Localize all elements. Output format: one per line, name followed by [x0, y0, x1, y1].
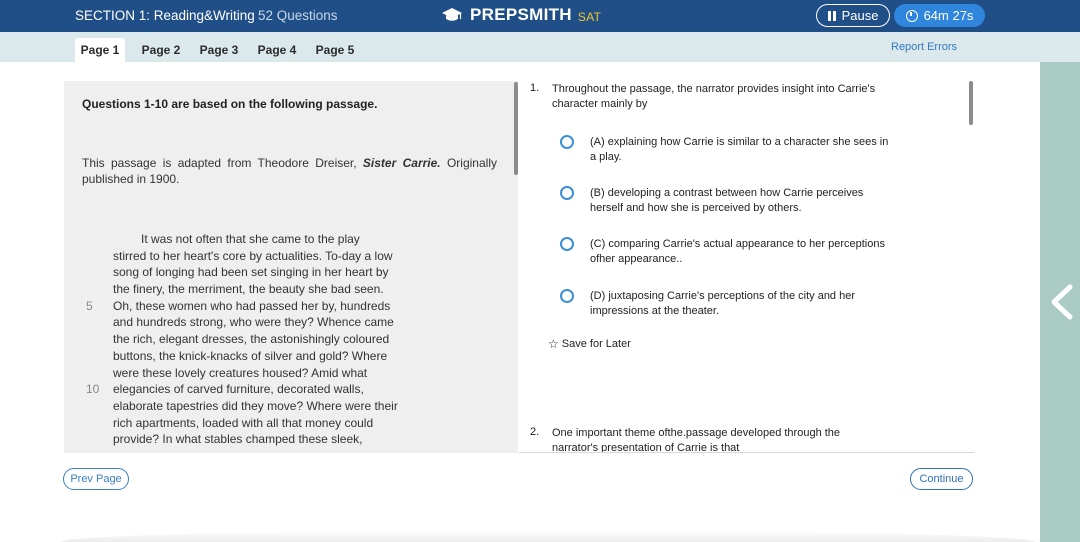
choice-a-radio[interactable]: [560, 135, 574, 149]
side-panel-toggle[interactable]: [1040, 62, 1080, 542]
tab-page-3[interactable]: Page 3: [199, 43, 239, 57]
passage-line: [64, 415, 518, 432]
line-text: rich apartments, loaded with all that money could: [113, 415, 374, 430]
question-scrollbar[interactable]: [969, 81, 973, 125]
choice-a[interactable]: [560, 135, 889, 169]
passage-line: [64, 281, 518, 298]
passage-line: [64, 381, 518, 398]
bottom-shadow: [60, 530, 1035, 542]
tab-page-2[interactable]: Page 2: [141, 43, 181, 57]
graduation-cap-icon: [441, 7, 463, 23]
choice-d-text: (D) juxtaposing Carrie's perceptions of the city and her impressions at the theater.: [590, 290, 856, 317]
choice-c-text: (C) comparing Carrie's actual appearance to her perceptions ofher appearance..: [590, 238, 885, 265]
choice-b-text: (B) developing a contrast between how Carrie perceives herself and how she is perceived by others.: [590, 187, 864, 214]
top-bar: [0, 0, 1080, 32]
prev-page-button[interactable]: Prev Page: [63, 468, 129, 490]
passage-line: [64, 431, 518, 448]
line-text: Oh, these women who had passed her by, hundreds: [113, 298, 391, 313]
line-text: elaborate tapestries did they move? Where were their: [113, 398, 398, 413]
passage-text: [64, 231, 518, 448]
tab-page-1[interactable]: Page 1: [75, 38, 125, 62]
line-number: 10: [86, 382, 100, 397]
line-text: were these lovely creatures housed? Amid what: [113, 365, 368, 380]
choice-c[interactable]: [560, 237, 885, 271]
choice-c-radio[interactable]: [560, 237, 574, 251]
save-for-later-label: Save for Later: [561, 338, 631, 350]
tab-page-5[interactable]: Page 5: [315, 43, 355, 57]
choice-d-radio[interactable]: [560, 289, 574, 303]
passage-line: [64, 314, 518, 331]
line-text: stirred to her heart's core by actualities. To-day a low: [113, 248, 393, 263]
passage-line: [64, 231, 518, 248]
question-2-text: One important theme ofthe.passage developed through the narrator's presentation of Carrie is that: [552, 427, 841, 452]
pause-button[interactable]: [816, 4, 890, 27]
timer-value: 64m 27s: [923, 8, 974, 23]
passage-line: [64, 348, 518, 365]
choice-a-text: (A) explaining how Carrie is similar to a character she sees in a play.: [590, 136, 889, 163]
save-for-later-button[interactable]: [548, 337, 631, 351]
brand-name: PREPSMITH: [470, 5, 572, 24]
pause-label: Pause: [841, 8, 879, 23]
question-1-number: 1.: [530, 82, 540, 94]
line-text: It was not often that she came to the play: [141, 232, 360, 246]
passage-line: [64, 365, 518, 382]
passage-intro: This passage is adapted from Theodore Dreiser, Sister Carrie. Originally published in 1900.: [82, 156, 497, 186]
question-panel[interactable]: [520, 80, 975, 452]
stopwatch-icon: [906, 10, 918, 22]
divider: [519, 452, 974, 453]
passage-line: [64, 331, 518, 348]
passage-line: [64, 298, 518, 315]
question-2-number: 2.: [530, 426, 540, 438]
line-text: song of longing had been set singing in her heart by: [113, 265, 389, 280]
question-count: 52 Questions: [258, 8, 338, 23]
chevron-left-icon: [1046, 282, 1076, 322]
tab-page-4[interactable]: Page 4: [257, 43, 297, 57]
line-text: the rich, elegant dresses, the astonishingly coloured: [113, 332, 390, 347]
passage-line: [64, 248, 518, 265]
question-1-text: Throughout the passage, the narrator provides insight into Carrie's character mainly by: [552, 83, 876, 110]
brand-logo: [441, 5, 601, 25]
line-text: provide? In what stables champed these sleek,: [113, 432, 363, 447]
passage-source-title: Sister Carrie.: [362, 156, 441, 170]
star-outline-icon: ☆: [548, 337, 559, 351]
choice-b-radio[interactable]: [560, 186, 574, 200]
section-title: SECTION 1: Reading&Writing: [75, 8, 255, 23]
line-number: 5: [86, 298, 93, 313]
timer-button[interactable]: [894, 4, 985, 27]
pause-icon: [828, 11, 836, 21]
line-text: the finery, the merriment, the beauty she bad seen.: [113, 282, 384, 297]
choice-d[interactable]: [560, 289, 880, 323]
page-tabs: [0, 32, 1080, 62]
line-text: elegancies of carved furniture, decorated walls,: [113, 382, 364, 397]
brand-suffix: SAT: [577, 9, 602, 24]
passage-line: [64, 264, 518, 281]
passage-scrollbar[interactable]: [514, 82, 518, 175]
choice-b[interactable]: [560, 186, 880, 220]
passage-heading: Questions 1-10 are based on the following passage.: [82, 97, 378, 111]
line-text: buttons, the knick-knacks of silver and gold? Where: [113, 348, 388, 363]
passage-line: [64, 398, 518, 415]
continue-button[interactable]: Continue: [910, 468, 973, 490]
line-text: and hundreds strong, who were they? Whence came: [113, 315, 394, 330]
report-errors-link[interactable]: Report Errors: [891, 41, 958, 53]
passage-panel[interactable]: [64, 81, 518, 453]
